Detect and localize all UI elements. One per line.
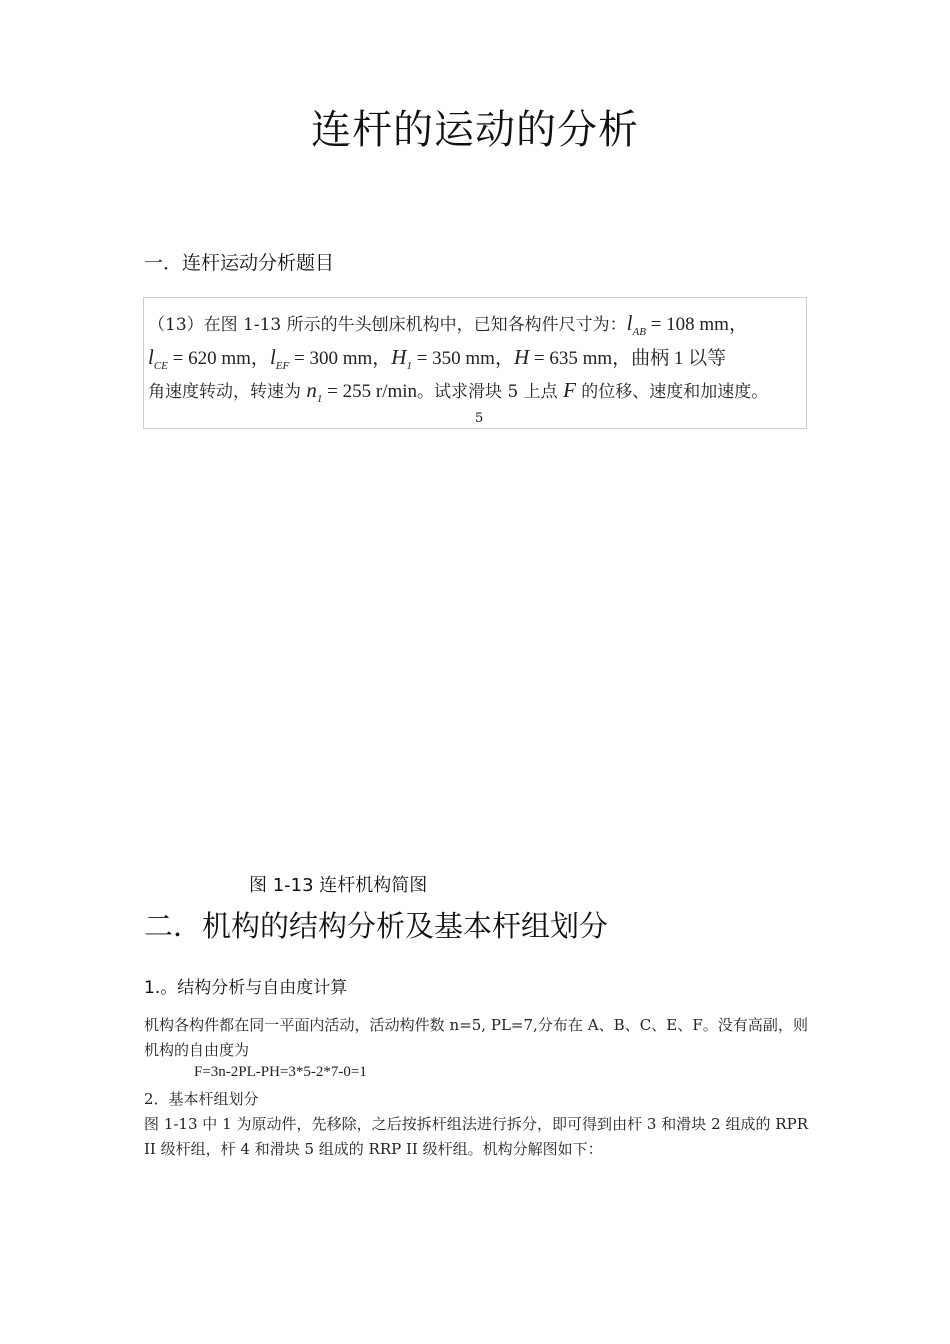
- var-n1: $n_1$: [306, 378, 323, 406]
- document-title: 连杆的运动的分析: [311, 107, 639, 153]
- section1-heading: 一．连杆运动分析题目: [144, 252, 335, 274]
- var-h1-sub: 1: [406, 360, 412, 373]
- structure-analysis-paragraph: 机构各构件都在同一平面内活动，活动构件数 n=5, PL=7,分布在 A、B、C、E、F。没有高副，则机构的自由度为: [144, 1016, 808, 1059]
- problem-line-2: [148, 343, 726, 372]
- var-l-ab-sub: AB: [632, 326, 646, 339]
- problem-line-1: [148, 309, 748, 338]
- link-group-paragraph: 图 1-13 中 1 为原动件，先移除，之后按拆杆组法进行拆分，即可得到由杆 3 和滑块 2 组成的 RPR II 级杆组，杆 4 和滑块 5 组成的 RRP II 级杆组。机构分解图如下：: [144, 1115, 808, 1158]
- problem-line3-end: 的位移、速度和加速度。: [575, 382, 769, 402]
- var-l-ce-sub: CE: [153, 360, 168, 373]
- l-ef-value: = 300 mm，: [289, 348, 392, 369]
- problem-line3-prefix: 角速度转动，转速为: [148, 382, 307, 402]
- var-l-ef: $l_{EF}$: [269, 345, 290, 373]
- problem-line1-prefix: （13）在图 1-13 所示的牛头刨床机构中，已知各构件尺寸为：: [148, 315, 627, 335]
- subsection1-heading: 1.。结构分析与自由度计算: [144, 978, 348, 998]
- problem-figure-number: 5: [475, 411, 484, 426]
- var-h1: $H_1$: [391, 345, 412, 373]
- problem-statement-image: [143, 297, 807, 429]
- figure-caption: 图 1-13 连杆机构简图: [249, 875, 428, 896]
- problem-line-3: [148, 377, 768, 405]
- var-f: F: [563, 378, 576, 402]
- var-l-ab: $l_{AB}$: [626, 311, 646, 339]
- l-ab-value: = 108 mm，: [645, 314, 748, 335]
- problem-line3-suffix: 。试求滑块 5 上点: [417, 382, 564, 402]
- h-value: = 635 mm，曲柄 1 以等: [529, 348, 727, 369]
- var-l-ef-sub: EF: [275, 360, 290, 373]
- var-h: H: [513, 345, 530, 369]
- dof-formula: F=3n-2PL-PH=3*5-2*7-0=1: [194, 1064, 367, 1080]
- var-n1-sub: 1: [316, 393, 323, 406]
- n1-value: = 255 r/min: [322, 381, 418, 402]
- var-l-ce: $l_{CE}$: [148, 345, 168, 373]
- subsection2-heading: 2．基本杆组划分: [144, 1090, 259, 1108]
- h1-value: = 350 mm，: [411, 348, 514, 369]
- section2-heading: 二．机构的结构分析及基本杆组划分: [144, 909, 609, 943]
- l-ce-value: = 620 mm，: [167, 348, 270, 369]
